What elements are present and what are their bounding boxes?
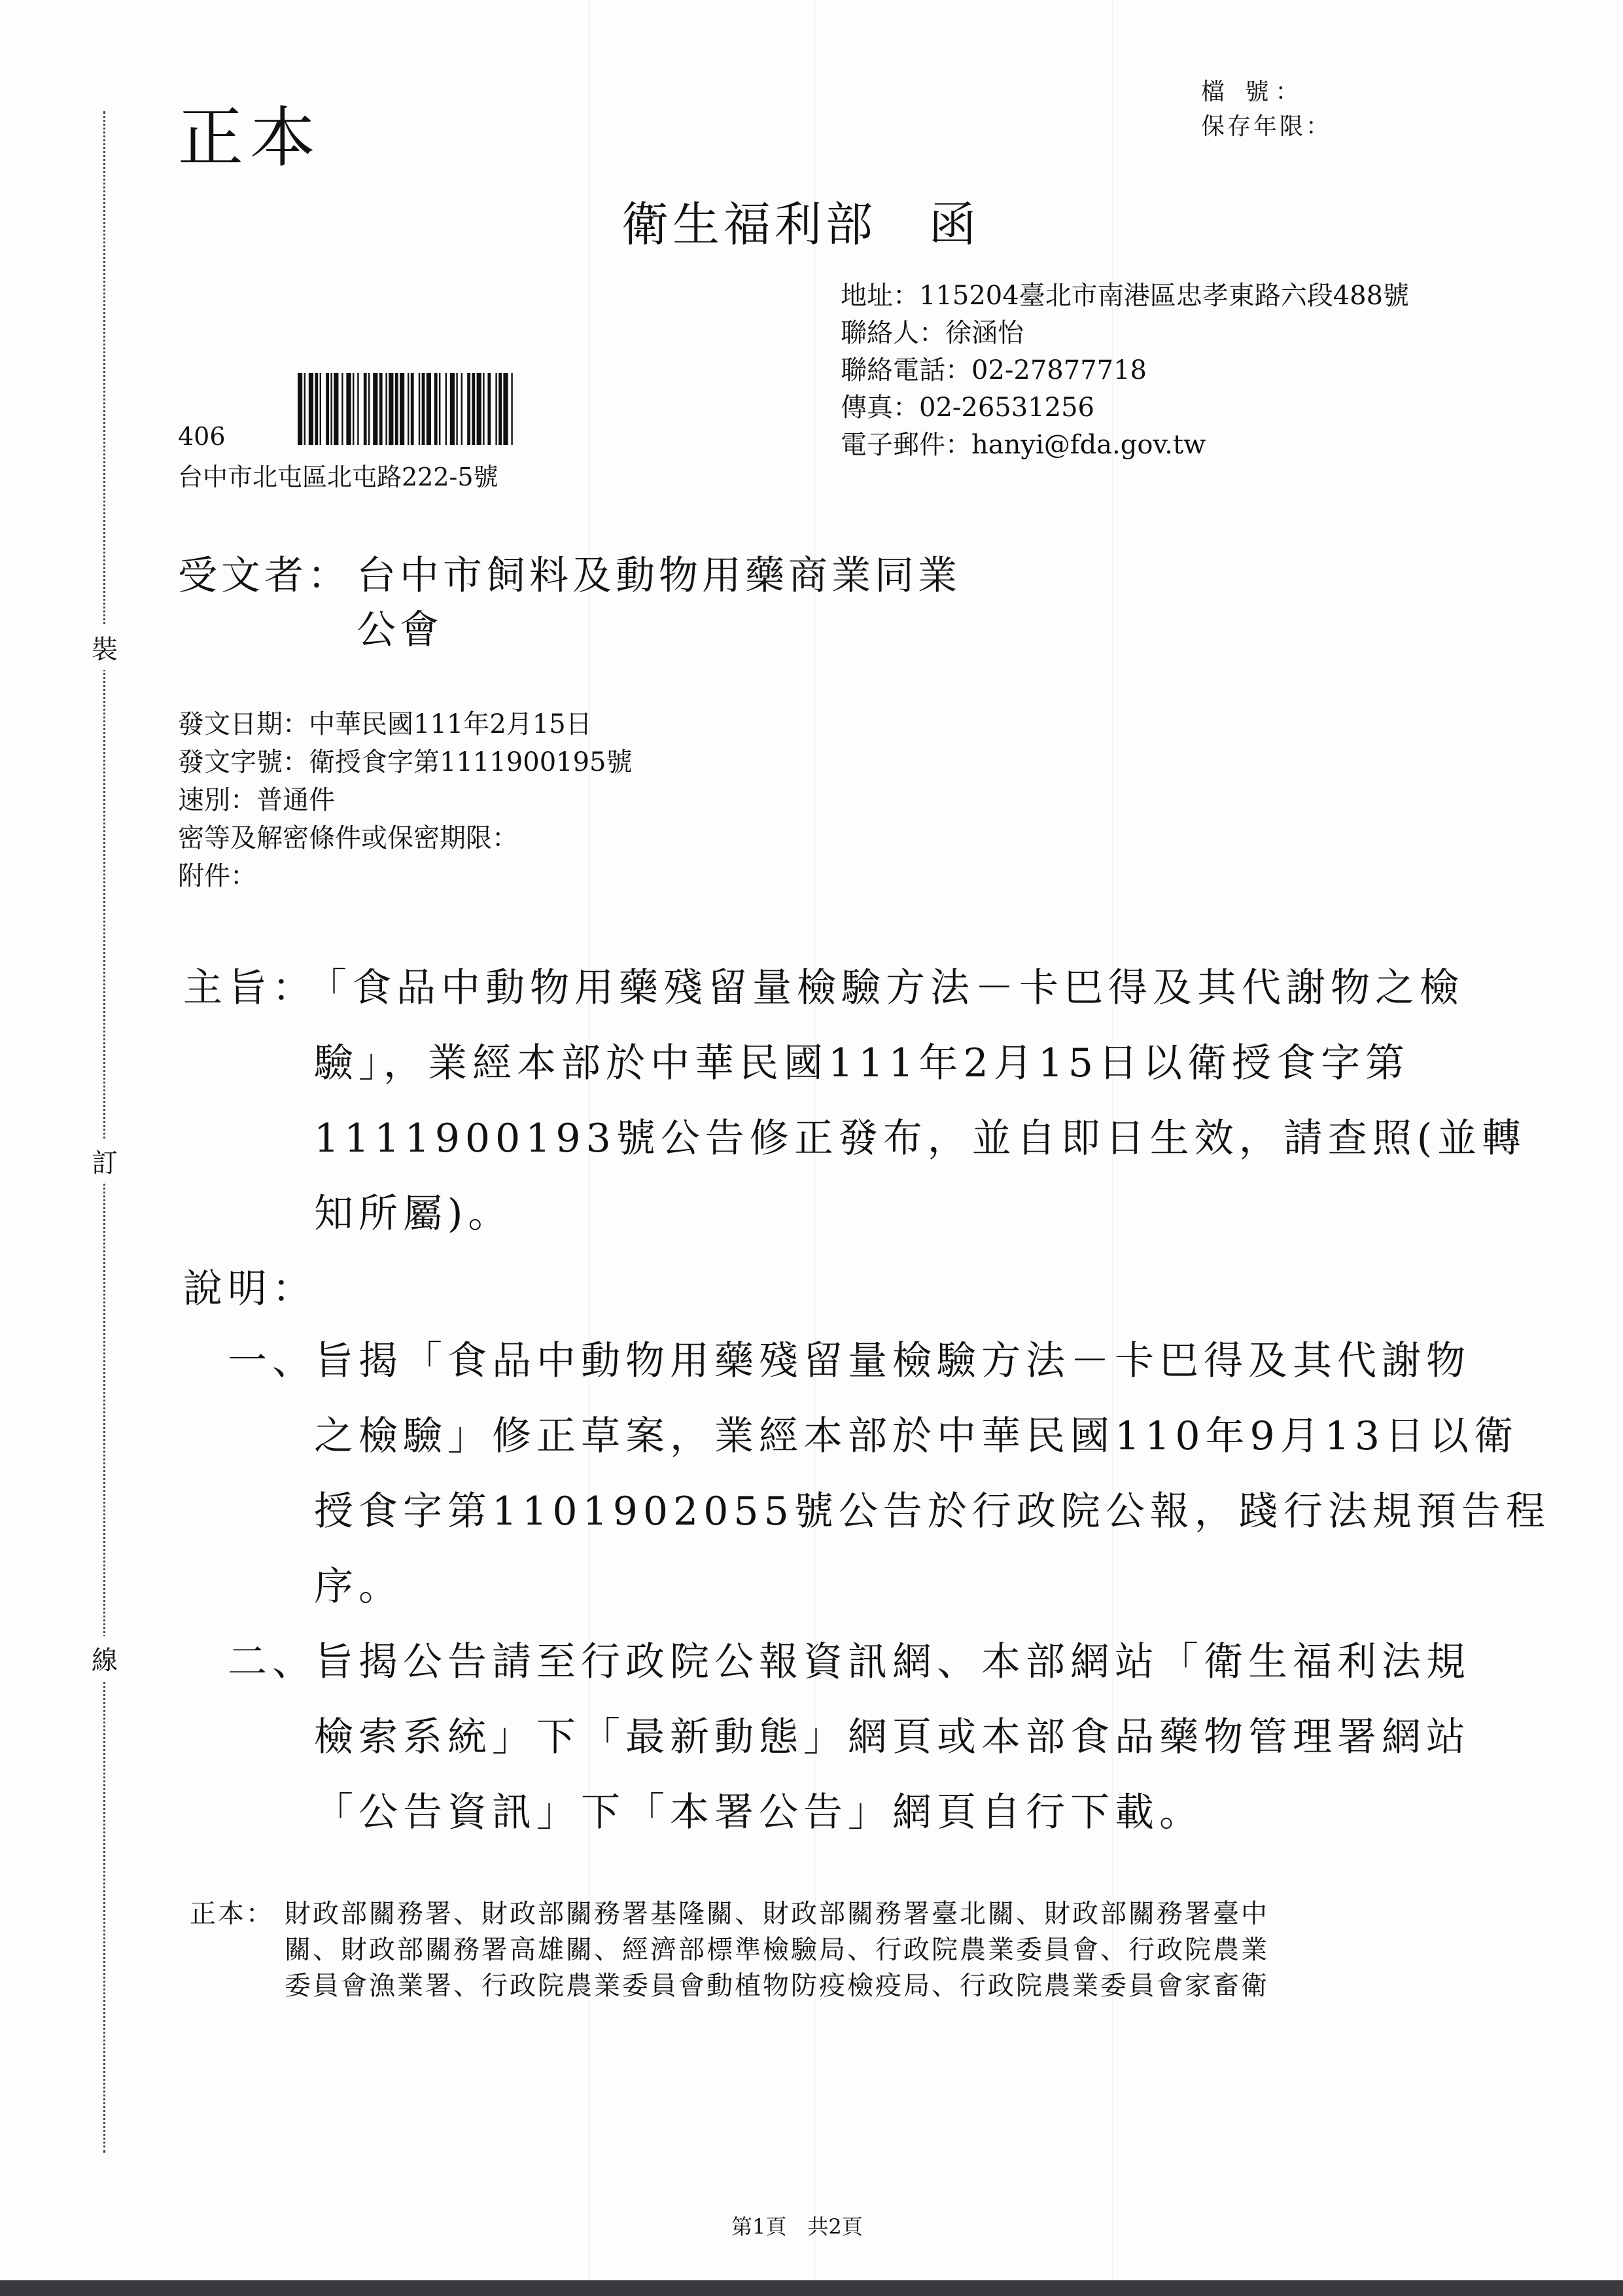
explanation-line: 旨揭「食品中動物用藥殘留量檢驗方法－卡巴得及其代謝物 [314,1338,1471,1384]
subject-line: 驗」，業經本部於中華民國111年2月15日以衛授食字第 [314,1040,1410,1086]
explanation-line: 序。 [314,1564,403,1610]
explanation-line: 檢索系統」下「最新動態」網頁或本部食品藥物管理署網站 [314,1714,1471,1760]
document-title [621,186,980,255]
page-number: 第1頁 共2頁 [731,2214,863,2239]
subject-label: 主旨： [183,965,317,1011]
explanation-line: 「公告資訊」下「本署公告」網頁自行下載。 [314,1790,1204,1835]
agency-name: 衛生福利部 [621,197,877,252]
cc-line: 委員會漁業署、行政院農業委員會動植物防疫檢疫局、行政院農業委員會家畜衛 [285,1971,1269,2001]
postal-code: 406 [178,422,226,451]
binding-char: 線 [92,1636,118,1681]
attachment: 附件： [178,861,256,891]
recipient-line-1: 台中市飼料及動物用藥商業同業 [357,553,961,599]
secrecy-level: 密等及解密條件或保密期限： [178,823,518,853]
explanation-line: 旨揭公告請至行政院公報資訊網、本部網站「衛生福利法規 [314,1639,1471,1685]
copy-type-stamp: 正本 [178,99,322,176]
explanation-item-number: 二、 [228,1639,317,1685]
delivery-speed: 速別：普通件 [178,785,335,815]
contact-person: 聯絡人：徐涵怡 [841,318,1024,348]
binding-char: 訂 [92,1139,118,1184]
contact-email: 電子郵件：hanyi@fda.gov.tw [841,430,1206,460]
file-number-label: 檔 號： [1201,79,1306,105]
binding-char: 裝 [92,625,118,670]
cc-label: 正本： [190,1899,274,1929]
subject-line: 知所屬)。 [314,1191,513,1237]
contact-address: 地址：115204臺北市南港區忠孝東路六段488號 [841,281,1410,311]
subject-line: 「食品中動物用藥殘留量檢驗方法－卡巴得及其代謝物之檢 [307,965,1464,1011]
explanation-label: 說明： [183,1266,317,1312]
binding-line [103,111,105,2153]
cc-line: 財政部關務署、財政部關務署基隆關、財政部關務署臺北關、財政部關務署臺中 [285,1899,1269,1929]
mailing-address: 台中市北屯區北屯路222-5號 [178,463,498,491]
issue-date: 發文日期：中華民國111年2月15日 [178,709,592,739]
barcode [298,373,667,445]
scan-edge [0,2280,1623,2296]
retention-label: 保存年限： [1201,113,1333,140]
document-number: 發文字號：衛授食字第1111900195號 [178,747,633,777]
subject-line: 1111900193號公告修正發布，並自即日生效，請查照(並轉 [314,1116,1527,1161]
contact-phone: 聯絡電話：02-27877718 [841,355,1147,385]
cc-line: 關、財政部關務署高雄關、經濟部標準檢驗局、行政院農業委員會、行政院農業 [285,1935,1269,1965]
recipient-line-2: 公會 [357,607,443,653]
explanation-line: 授食字第1101902055號公告於行政院公報，踐行法規預告程 [314,1489,1550,1534]
recipient-label: 受文者： [178,553,351,599]
explanation-item-number: 一、 [228,1338,317,1384]
document-type: 函 [929,197,981,252]
contact-fax: 傳真：02-26531256 [841,393,1095,423]
explanation-line: 之檢驗」修正草案，業經本部於中華民國110年9月13日以衛 [314,1413,1519,1459]
